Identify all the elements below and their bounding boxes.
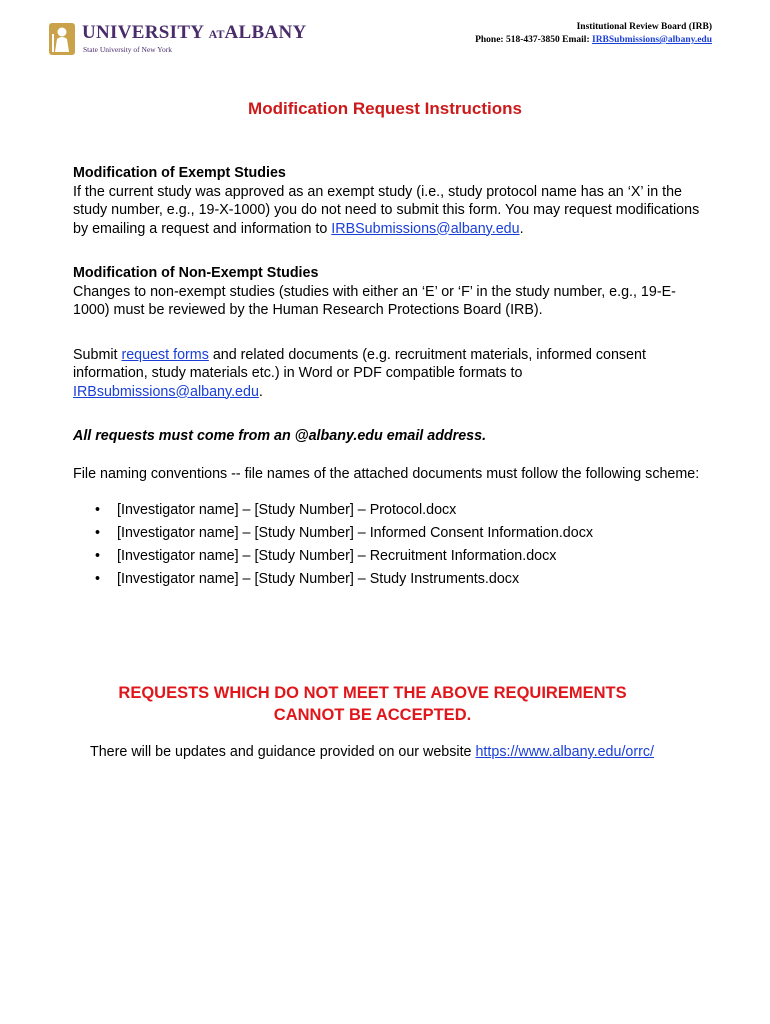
email-requirement: All requests must come from an @albany.edu email address. [73, 428, 487, 444]
logo-subtitle: State University of New York [83, 45, 172, 54]
exempt-heading: Modification of Exempt Studies [73, 165, 286, 181]
page-header [0, 0, 770, 70]
minerva-seal-icon [48, 22, 76, 56]
file-naming-list [73, 499, 703, 591]
list-item: • [Investigator name] – [Study Number] – Recruitment Information.docx [95, 548, 557, 564]
website-note: There will be updates and guidance provided on our website https://www.albany.edu/orrc/ [90, 744, 655, 760]
contact-email-link[interactable]: IRBSubmissions@albany.edu [592, 35, 712, 45]
request-forms-link[interactable]: request forms [121, 346, 209, 363]
university-logo[interactable] [48, 22, 338, 58]
nonexempt-heading: Modification of Non-Exempt Studies [73, 265, 319, 281]
irb-contact [475, 21, 712, 47]
submit-email-link[interactable]: IRBsubmissions@albany.edu [73, 383, 259, 400]
requirements-warning: REQUESTS WHICH DO NOT MEET THE ABOVE REQUIREMENTS CANNOT BE ACCEPTED. [118, 684, 627, 724]
orrc-website-link[interactable]: https://www.albany.edu/orrc/ [475, 744, 655, 760]
nonexempt-paragraph: Changes to non-exempt studies (studies with either an ‘E’ or ‘F’ in the study number, e.g., 19-E-1000) must be reviewed by the Human Research Protections Board (IRB). [73, 283, 676, 318]
contact-office: Institutional Review Board (IRB) [576, 22, 712, 32]
instructions-body [73, 164, 703, 591]
contact-phone-email: Phone: 518-437-3850 Email: IRBSubmissions@albany.edu [475, 35, 712, 45]
page-title: Modification Request Instructions [248, 99, 522, 118]
exempt-email-link[interactable]: IRBSubmissions@albany.edu [331, 220, 520, 237]
logo-wordmark: UNIVERSITY ATALBANY [82, 22, 307, 43]
list-item: • [Investigator name] – [Study Number] – Informed Consent Information.docx [95, 525, 594, 541]
naming-intro: File naming conventions -- file names of the attached documents must follow the following scheme: [73, 465, 700, 482]
submit-paragraph: Submit request forms and related documents (e.g. recruitment materials, informed consent information, study materials etc.) in Word or PDF compatible formats to IRBsubmissions@albany.edu. [73, 346, 646, 400]
list-item: • [Investigator name] – [Study Number] – Study Instruments.docx [95, 571, 520, 587]
list-item: • [Investigator name] – [Study Number] – Protocol.docx [95, 502, 457, 518]
exempt-paragraph: If the current study was approved as an exempt study (i.e., study protocol name has an ‘X’ in the study number, e.g., 19-X-1000) you do not need to submit this form. You may request modifications by emailing a request and information to IRBSubmissions@albany.edu. [73, 183, 700, 237]
